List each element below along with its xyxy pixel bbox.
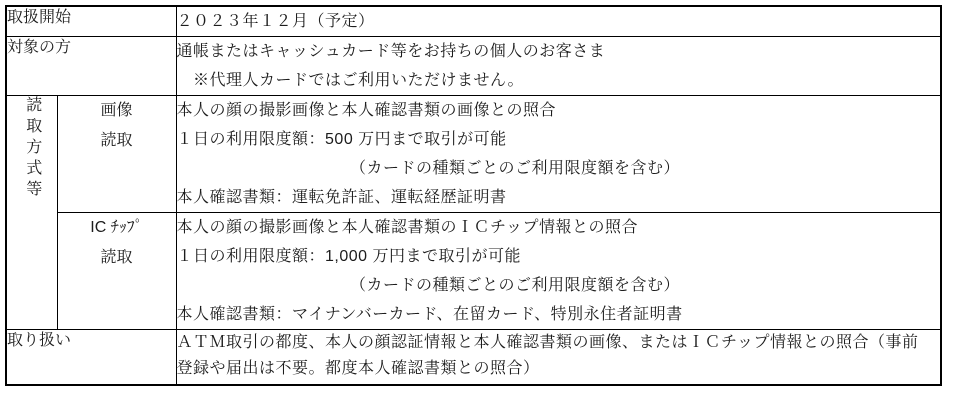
table-row bbox=[6, 213, 941, 330]
content-ic-chip-reading bbox=[176, 213, 941, 330]
sublabel-line: 画像 bbox=[100, 102, 133, 119]
label-handling bbox=[6, 330, 176, 385]
text-line: （カードの種類ごとのご利用限度額を含む） bbox=[176, 160, 681, 177]
table-row bbox=[6, 96, 941, 213]
text-line: 本人確認書類：運転免許証、運転経歴証明書 bbox=[176, 189, 507, 206]
table-row bbox=[6, 37, 941, 96]
text-line: １日の利用限度額：1,000 万円まで取引が可能 bbox=[176, 248, 522, 265]
text-line: 本人の顔の撮影画像と本人確認書類の画像との照合 bbox=[176, 102, 557, 119]
text-line: １日の利用限度額：500 万円まで取引が可能 bbox=[176, 131, 507, 148]
text-line: 通帳またはキャッシュカード等をお持ちの個人のお客さま bbox=[176, 43, 606, 60]
label-reading-method-group bbox=[6, 96, 57, 330]
sublabel-line: 読取 bbox=[100, 249, 133, 266]
text-line: ※代理人カードではご利用いただけません。 bbox=[176, 72, 524, 89]
vertical-label-text: 読取方式等 bbox=[23, 96, 41, 201]
service-spec-table bbox=[5, 5, 942, 386]
content-image-reading bbox=[176, 96, 941, 213]
text-line: ＡＴＭ取引の都度、本人の顔認証情報と本人確認書類の画像、またはＩＣチップ情報との照合（事前 bbox=[176, 334, 919, 351]
label-text: 取り扱い bbox=[7, 332, 72, 349]
label-handling-start bbox=[6, 6, 176, 37]
label-text: 対象の方 bbox=[7, 39, 72, 56]
table-row bbox=[6, 6, 941, 37]
sublabel-ic-chip-reading bbox=[57, 213, 176, 330]
content-handling-start bbox=[176, 6, 941, 37]
label-text: 取扱開始 bbox=[7, 9, 72, 26]
text-line: （カードの種類ごとのご利用限度額を含む） bbox=[176, 277, 681, 294]
text-line: 本人確認書類：マイナンバーカード、在留カード、特別永住者証明書 bbox=[176, 306, 683, 323]
text-line: 登録や届出は不要。都度本人確認書類との照合） bbox=[176, 360, 540, 377]
text-line: ２０２３年１２月（予定） bbox=[176, 13, 375, 30]
sublabel-line: 読取 bbox=[100, 132, 133, 149]
content-handling bbox=[176, 330, 941, 385]
content-eligible-customers bbox=[176, 37, 941, 96]
label-eligible-customers bbox=[6, 37, 176, 96]
text-line: 本人の顔の撮影画像と本人確認書類のＩＣチップ情報との照合 bbox=[176, 219, 639, 236]
table-row bbox=[6, 330, 941, 385]
sublabel-line: IC ﾁｯﾌﾟ bbox=[90, 219, 143, 236]
sublabel-image-reading bbox=[57, 96, 176, 213]
